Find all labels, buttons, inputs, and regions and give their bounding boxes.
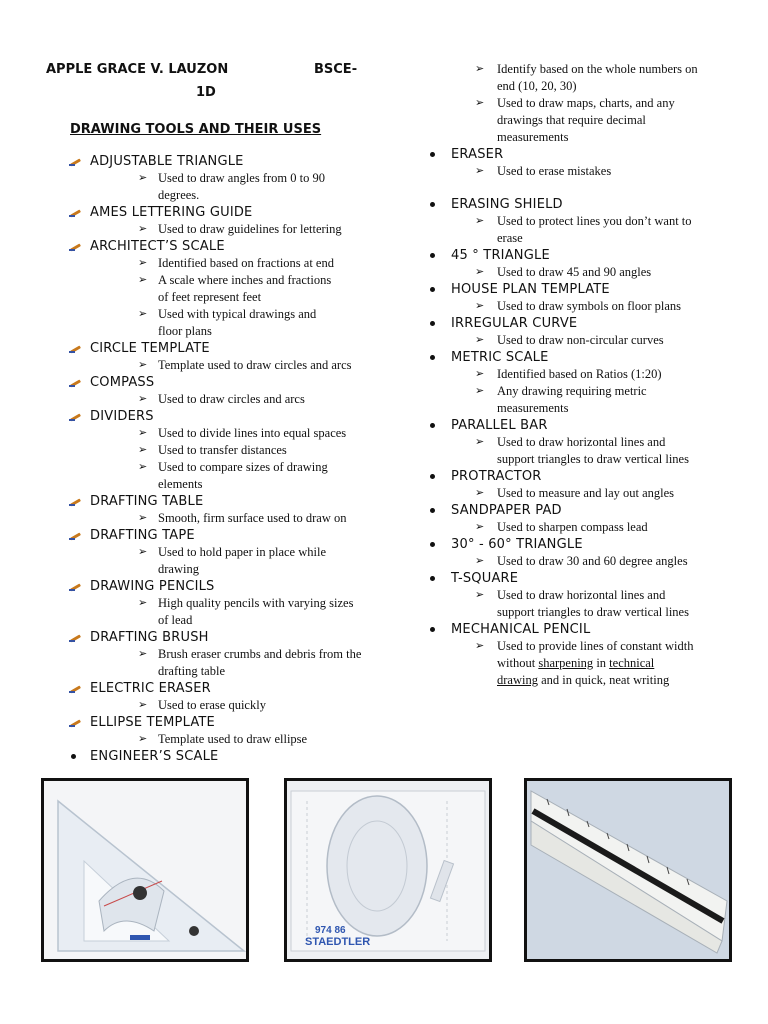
pen-bullet-icon — [68, 578, 82, 595]
list-item — [66, 204, 396, 238]
arrow-bullet-icon: ➢ — [138, 461, 148, 473]
term-heading: 30° - 60° TRIANGLE — [425, 536, 725, 553]
term-heading: ADJUSTABLE TRIANGLE — [66, 153, 396, 170]
document-title: DRAWING TOOLS AND THEIR USES — [70, 122, 322, 137]
term-heading: MECHANICAL PENCIL — [425, 621, 725, 638]
arrow-bullet-icon: ➢ — [138, 257, 148, 269]
dot-bullet-icon — [427, 349, 441, 366]
list-item — [425, 468, 725, 502]
list-item — [66, 748, 396, 765]
sub-point: ➢ Any drawing requiring metric — [475, 384, 647, 398]
term-heading: CIRCLE TEMPLATE — [66, 340, 396, 357]
list-item — [66, 629, 396, 680]
sub-point: of lead — [158, 613, 193, 627]
dot-bullet-icon — [427, 146, 441, 163]
sub-point: ➢ Used to provide lines of constant width — [475, 639, 694, 653]
term-heading: HOUSE PLAN TEMPLATE — [425, 281, 725, 298]
sub-point: ➢ Used to erase quickly — [138, 698, 266, 712]
adjustable-triangle-image — [44, 781, 246, 959]
term-heading: 45 ° TRIANGLE — [425, 247, 725, 264]
sub-point: erase — [497, 231, 523, 245]
dot-bullet-icon — [427, 468, 441, 485]
sub-point: ➢ Used to draw circles and arcs — [138, 392, 305, 406]
list-item — [66, 153, 396, 204]
sub-point: floor plans — [158, 324, 212, 338]
left-column — [66, 153, 396, 765]
sub-point: ➢ Used to draw guidelines for lettering — [138, 222, 342, 236]
term-heading: DRAWING PENCILS — [66, 578, 396, 595]
term-heading: COMPASS — [66, 374, 396, 391]
sub-point: ➢ Identified based on Ratios (1:20) — [475, 367, 662, 381]
list-item — [66, 408, 396, 493]
arrow-bullet-icon: ➢ — [475, 521, 485, 533]
arrow-bullet-icon: ➢ — [475, 385, 485, 397]
list-item — [425, 146, 725, 180]
list-item — [425, 502, 725, 536]
arrow-bullet-icon: ➢ — [475, 215, 485, 227]
sub-point: ➢ Used to transfer distances — [138, 443, 287, 457]
author-name: APPLE GRACE V. LAUZON — [46, 62, 229, 77]
dot-bullet-icon — [68, 748, 82, 765]
pen-bullet-icon — [68, 629, 82, 646]
list-item — [425, 315, 725, 349]
sub-point: ➢ Template used to draw ellipse — [138, 732, 308, 746]
dot-bullet-icon — [427, 315, 441, 332]
template-code: 974 86 — [315, 925, 346, 936]
list-item — [425, 349, 725, 417]
term-heading: AMES LETTERING GUIDE — [66, 204, 396, 221]
dot-bullet-icon — [427, 196, 441, 213]
term-heading: IRREGULAR CURVE — [425, 315, 725, 332]
sub-point: ➢ Identify based on the whole numbers on — [475, 62, 698, 76]
pen-bullet-icon — [68, 714, 82, 731]
term-heading: ARCHITECT’S SCALE — [66, 238, 396, 255]
arrow-bullet-icon: ➢ — [138, 172, 148, 184]
term-heading: T-SQUARE — [425, 570, 725, 587]
term-heading: ERASER — [425, 146, 725, 163]
sub-point: measurements — [497, 401, 569, 415]
sub-point: ➢ Brush eraser crumbs and debris from the — [138, 647, 362, 661]
term-heading: METRIC SCALE — [425, 349, 725, 366]
sub-point: ➢ Used to sharpen compass lead — [475, 520, 648, 534]
term-heading: DRAFTING TABLE — [66, 493, 396, 510]
sub-point: without sharpening in technical — [497, 656, 655, 670]
list-item — [66, 578, 396, 629]
sub-point: ➢ Used to draw maps, charts, and any — [475, 96, 675, 110]
sub-point: ➢ Identified based on fractions at end — [138, 256, 334, 270]
pen-bullet-icon — [68, 238, 82, 255]
pen-bullet-icon — [68, 493, 82, 510]
ellipse-template-image — [287, 781, 489, 959]
adjustable-triangle-photo — [41, 778, 249, 962]
arrow-bullet-icon: ➢ — [138, 308, 148, 320]
dot-bullet-icon — [427, 247, 441, 264]
term-heading: SANDPAPER PAD — [425, 502, 725, 519]
pen-bullet-icon — [68, 153, 82, 170]
pen-bullet-icon — [68, 408, 82, 425]
sub-point: support triangles to draw vertical lines — [497, 605, 689, 619]
arrow-bullet-icon: ➢ — [475, 640, 485, 652]
sub-point: ➢ Used to hold paper in place while — [138, 545, 327, 559]
arrow-bullet-icon: ➢ — [138, 733, 148, 745]
dot-bullet-icon — [427, 281, 441, 298]
list-item — [425, 621, 725, 689]
sub-point: ➢ Used to draw horizontal lines and — [475, 435, 666, 449]
arrow-bullet-icon: ➢ — [138, 444, 148, 456]
list-item — [425, 570, 725, 621]
list-item — [425, 536, 725, 570]
list-item — [66, 340, 396, 374]
link-technical-drawing-a[interactable]: technical — [609, 656, 655, 670]
arrow-bullet-icon: ➢ — [138, 512, 148, 524]
sub-point: support triangles to draw vertical lines — [497, 452, 689, 466]
arrow-bullet-icon: ➢ — [475, 589, 485, 601]
arrow-bullet-icon: ➢ — [138, 648, 148, 660]
pen-bullet-icon — [68, 340, 82, 357]
dot-bullet-icon — [427, 502, 441, 519]
sub-point: drawing — [158, 562, 199, 576]
arrow-bullet-icon: ➢ — [138, 699, 148, 711]
engineers-scale-photo — [524, 778, 732, 962]
sub-point: ➢ Used to protect lines you don’t want to — [475, 214, 692, 228]
term-heading: ELECTRIC ERASER — [66, 680, 396, 697]
pen-bullet-icon — [68, 204, 82, 221]
sub-point: ➢ Used to draw symbols on floor plans — [475, 299, 682, 313]
term-heading: ERASING SHIELD — [425, 196, 725, 213]
sub-point: ➢ Smooth, firm surface used to draw on — [138, 511, 347, 525]
arrow-bullet-icon: ➢ — [138, 393, 148, 405]
sub-point: measurements — [497, 130, 569, 144]
dot-bullet-icon — [427, 621, 441, 638]
sub-point: elements — [158, 477, 203, 491]
arrow-bullet-icon: ➢ — [138, 427, 148, 439]
list-item — [425, 196, 725, 247]
sub-point: ➢ Used to erase mistakes — [475, 164, 612, 178]
arrow-bullet-icon: ➢ — [138, 223, 148, 235]
list-item — [425, 281, 725, 315]
term-heading: DIVIDERS — [66, 408, 396, 425]
list-item — [66, 680, 396, 714]
sub-point: of feet represent feet — [158, 290, 262, 304]
sub-point: drawing and in quick, neat writing — [497, 673, 670, 687]
engineers-scale-image — [527, 781, 729, 959]
sub-point: drawings that require decimal — [497, 113, 646, 127]
arrow-bullet-icon: ➢ — [475, 436, 485, 448]
link-sharpening[interactable]: sharpening — [538, 656, 594, 670]
sub-point: ➢ Used to divide lines into equal spaces — [138, 426, 347, 440]
course-section: 1D — [196, 85, 216, 100]
sub-point: ➢ Used to draw angles from 0 to 90 — [138, 171, 325, 185]
pen-bullet-icon — [68, 680, 82, 697]
term-heading: DRAFTING TAPE — [66, 527, 396, 544]
arrow-bullet-icon: ➢ — [475, 63, 485, 75]
term-heading: ENGINEER’S SCALE — [66, 748, 396, 765]
arrow-bullet-icon: ➢ — [475, 487, 485, 499]
term-heading: ELLIPSE TEMPLATE — [66, 714, 396, 731]
arrow-bullet-icon: ➢ — [475, 97, 485, 109]
sub-point: ➢ Used to draw 45 and 90 angles — [475, 265, 652, 279]
arrow-bullet-icon: ➢ — [475, 266, 485, 278]
pen-bullet-icon — [68, 374, 82, 391]
list-item — [425, 417, 725, 468]
term-heading: PARALLEL BAR — [425, 417, 725, 434]
sub-point: ➢ Used to compare sizes of drawing — [138, 460, 328, 474]
list-item — [66, 374, 396, 408]
dot-bullet-icon — [427, 570, 441, 587]
arrow-bullet-icon: ➢ — [138, 274, 148, 286]
term-heading: DRAFTING BRUSH — [66, 629, 396, 646]
dot-bullet-icon — [427, 536, 441, 553]
arrow-bullet-icon: ➢ — [138, 359, 148, 371]
arrow-bullet-icon: ➢ — [475, 165, 485, 177]
sub-point: ➢ Used to draw non-circular curves — [475, 333, 664, 347]
list-item — [66, 493, 396, 527]
arrow-bullet-icon: ➢ — [475, 334, 485, 346]
term-heading: PROTRACTOR — [425, 468, 725, 485]
arrow-bullet-icon: ➢ — [475, 555, 485, 567]
ellipse-template-photo — [284, 778, 492, 962]
arrow-bullet-icon: ➢ — [475, 368, 485, 380]
sub-point: drafting table — [158, 664, 225, 678]
sub-point: ➢ Used with typical drawings and — [138, 307, 317, 321]
right-column — [425, 61, 725, 689]
sub-point: ➢ High quality pencils with varying sizes — [138, 596, 354, 610]
list-item — [66, 238, 396, 340]
pen-bullet-icon — [68, 527, 82, 544]
arrow-bullet-icon: ➢ — [138, 597, 148, 609]
sub-point: ➢ Used to measure and lay out angles — [475, 486, 675, 500]
arrow-bullet-icon: ➢ — [138, 546, 148, 558]
sub-point: ➢ Used to draw horizontal lines and — [475, 588, 666, 602]
list-item — [66, 527, 396, 578]
link-technical-drawing-b[interactable]: drawing — [497, 673, 538, 687]
course-code: BSCE- — [314, 62, 358, 77]
sub-point: ➢ Template used to draw circles and arcs — [138, 358, 352, 372]
sub-point: ➢ Used to draw 30 and 60 degree angles — [475, 554, 688, 568]
sub-point: degrees. — [158, 188, 200, 202]
sub-point: ➢ A scale where inches and fractions — [138, 273, 332, 287]
arrow-bullet-icon: ➢ — [475, 300, 485, 312]
brand-label: STAEDTLER — [305, 936, 371, 948]
list-item — [66, 714, 396, 748]
list-item — [425, 247, 725, 281]
sub-point: end (10, 20, 30) — [497, 79, 577, 93]
dot-bullet-icon — [427, 417, 441, 434]
